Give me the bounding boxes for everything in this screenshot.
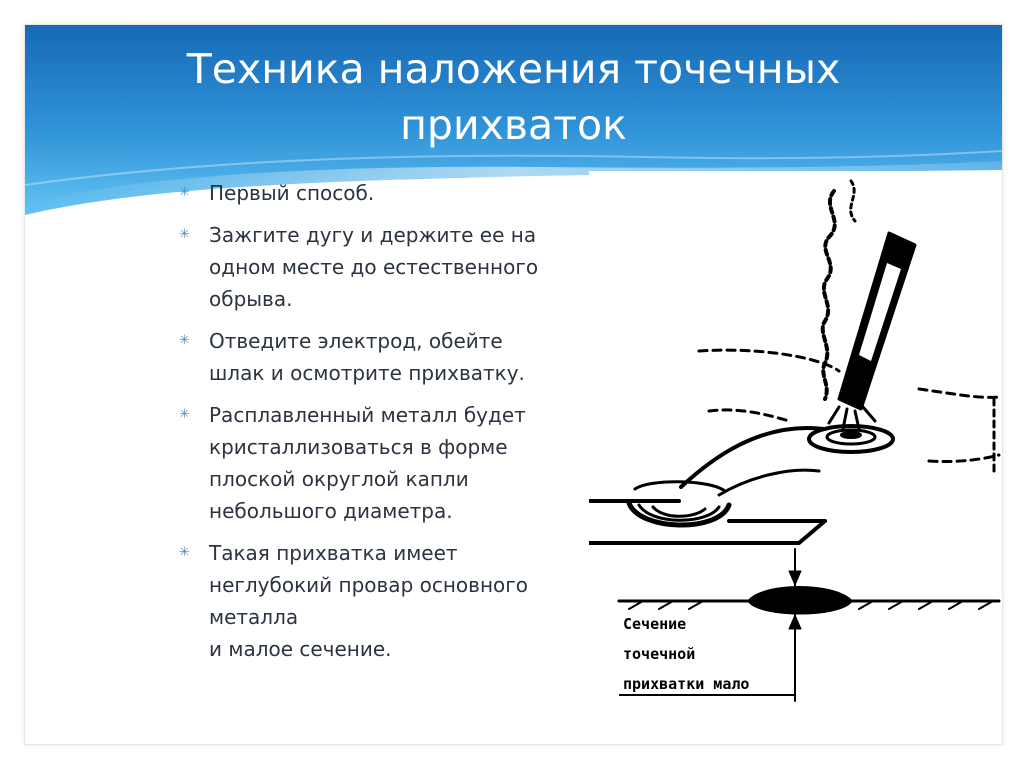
welding-tack-illustration xyxy=(589,171,1002,744)
bullet-text: одном месте до естественного xyxy=(209,255,539,279)
caption-line: Сечение xyxy=(623,615,687,633)
bullet-text: Первый способ. xyxy=(209,181,375,205)
slide xyxy=(24,24,1003,745)
bullet-text: Отведите электрод, обейте xyxy=(209,329,503,353)
caption-line: точечной xyxy=(623,645,696,663)
title-line: Техника наложения точечных xyxy=(186,45,841,93)
bullet-star-icon: ✳ xyxy=(179,185,190,200)
smoke-drawing xyxy=(823,191,835,399)
bullet-text: небольшого диаметра. xyxy=(209,499,453,523)
bullet-item xyxy=(179,399,599,527)
bullet-text: кристаллизоваться в форме xyxy=(209,435,508,459)
bullet-star-icon: ✳ xyxy=(179,407,190,422)
bullet-item xyxy=(179,537,599,665)
bullet-item xyxy=(179,177,599,209)
bullet-text: Расплавленный металл будет xyxy=(209,403,526,427)
tack-section-drawing xyxy=(749,588,851,614)
bullet-list xyxy=(179,177,599,675)
caption-line: прихватки мало xyxy=(623,675,750,693)
bullet-text: неглубокий провар основного xyxy=(209,573,529,597)
tack-bead-drawing xyxy=(629,482,729,525)
dimension-arrow-drawing xyxy=(789,549,801,701)
bullet-text: Такая прихватка имеет xyxy=(209,541,458,565)
bullet-star-icon: ✳ xyxy=(179,545,190,560)
electrode-drawing xyxy=(839,233,915,409)
bullet-text: шлак и осмотрите прихватку. xyxy=(209,361,525,385)
bullet-item xyxy=(179,325,599,389)
bullet-text: и малое сечение. xyxy=(209,637,392,661)
bullet-text: плоской округлой капли xyxy=(209,467,469,491)
bullet-star-icon: ✳ xyxy=(179,227,190,242)
section-caption xyxy=(623,615,749,693)
bullet-text: Зажгите дугу и держите ее на xyxy=(209,223,537,247)
bullet-star-icon: ✳ xyxy=(179,333,190,348)
title-line: прихваток xyxy=(400,101,627,149)
bullet-text: обрыва. xyxy=(209,287,293,311)
bullet-item xyxy=(179,219,599,315)
bullet-text: металла xyxy=(209,605,299,629)
slide-title xyxy=(25,41,1002,153)
